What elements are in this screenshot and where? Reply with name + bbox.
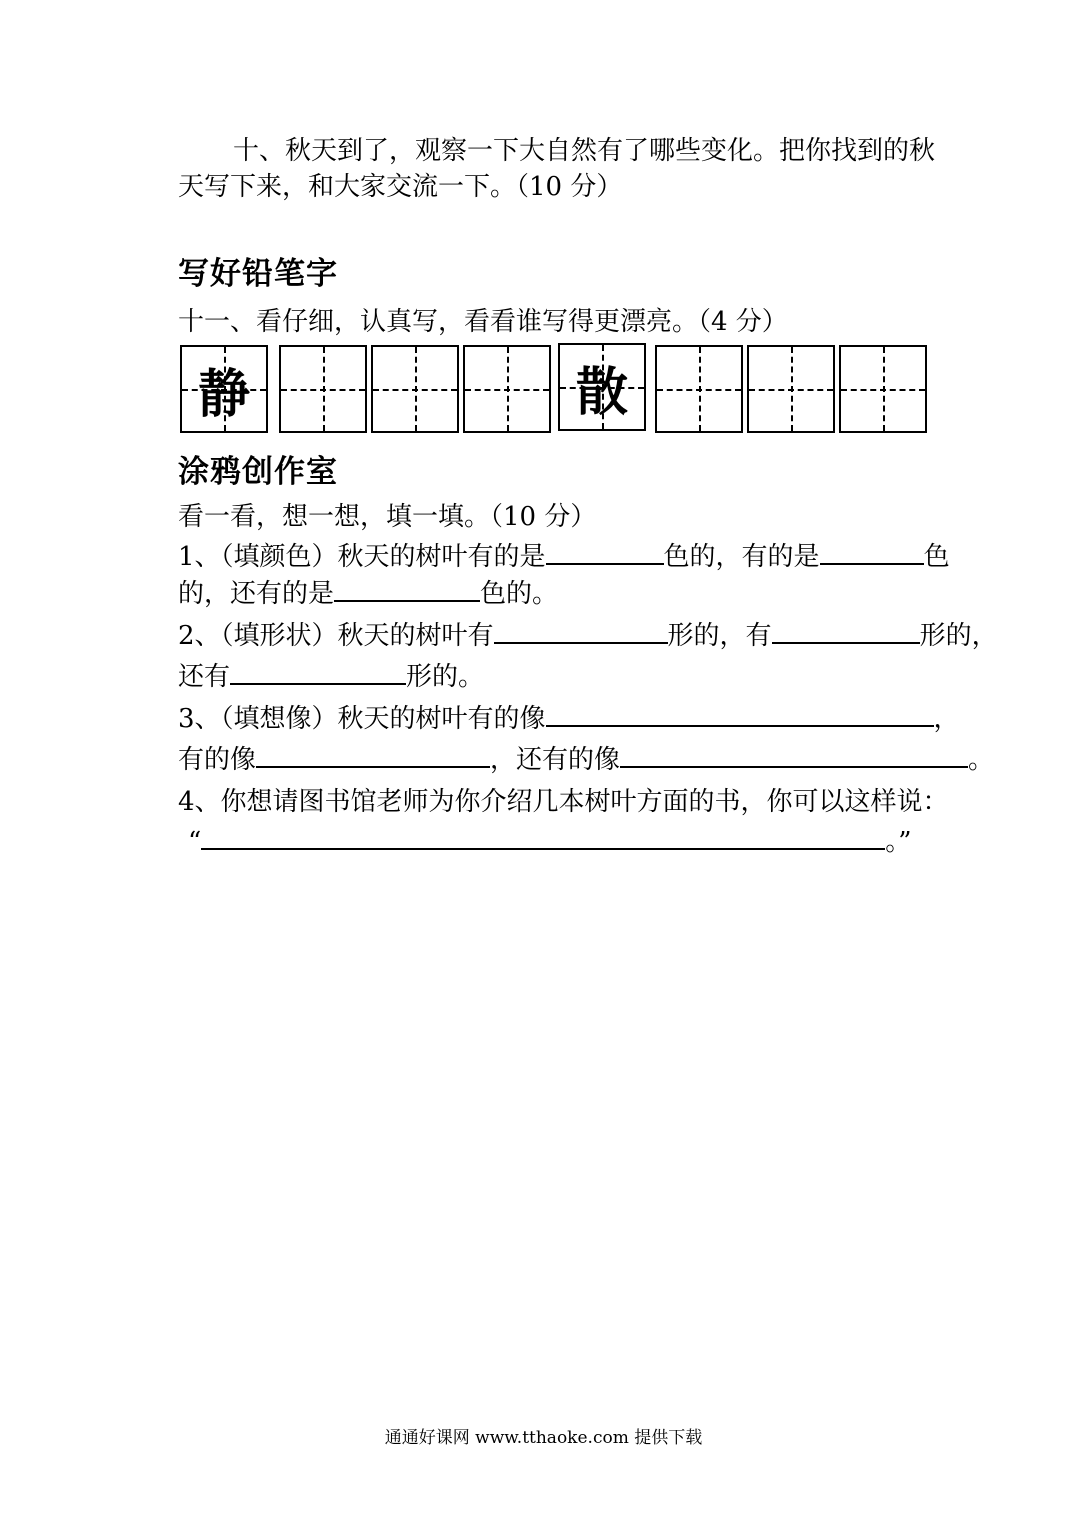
item3-line2: 有的像 ，还有的像 。: [178, 745, 995, 775]
section-heading-pencil: 写好铅笔字: [178, 256, 338, 292]
item1-line2: 的，还有的是 色的。: [178, 579, 559, 609]
fill-blank[interactable]: [494, 620, 668, 644]
fill-blank[interactable]: [201, 826, 885, 850]
section-heading-doodle: 涂鸦创作室: [178, 454, 338, 490]
item1-line1: 1、（填颜色）秋天的树叶有的是 色的，有的是 色: [178, 542, 950, 572]
grid-cell: [180, 345, 268, 433]
footer-credit: 通通好课网 www.tthaoke.com 提供下载: [384, 1428, 703, 1448]
fill-blank[interactable]: [546, 541, 664, 565]
item4-line1: 4、你想请图书馆老师为你介绍几本树叶方面的书，你可以这样说：: [178, 787, 949, 817]
model-character: 散: [575, 362, 628, 423]
grid-cell: [279, 345, 367, 433]
item4-line2: “ 。”: [188, 827, 912, 857]
fill-blank[interactable]: [256, 744, 490, 768]
q10-line1: 十、秋天到了，观察一下大自然有了哪些变化。把你找到的秋: [233, 136, 936, 166]
grid-cell: [655, 345, 743, 433]
fill-blank[interactable]: [772, 620, 920, 644]
grid-cell: [371, 345, 459, 433]
fill-blank[interactable]: [230, 661, 406, 685]
grid-cell: [747, 345, 835, 433]
grid-cell: [839, 345, 927, 433]
model-character: 静: [197, 364, 250, 425]
grid-cell: [558, 343, 646, 431]
fill-blank[interactable]: [620, 744, 968, 768]
item2-line2: 还有 形的。: [178, 662, 485, 692]
q11-instruction: 十一、看仔细，认真写，看看谁写得更漂亮。（4 分）: [178, 307, 788, 337]
fill-blank[interactable]: [546, 703, 934, 727]
q10-line2: 天写下来，和大家交流一下。（10 分）: [178, 172, 623, 202]
item2-line1: 2、（填形状）秋天的树叶有 形的，有 形的，: [178, 621, 998, 651]
item3-line1: 3、（填想像）秋天的树叶有的像 ，: [178, 704, 960, 734]
doodle-intro: 看一看，想一想，填一填。（10 分）: [178, 502, 597, 532]
fill-blank[interactable]: [334, 578, 480, 602]
fill-blank[interactable]: [820, 541, 924, 565]
grid-cell: [463, 345, 551, 433]
